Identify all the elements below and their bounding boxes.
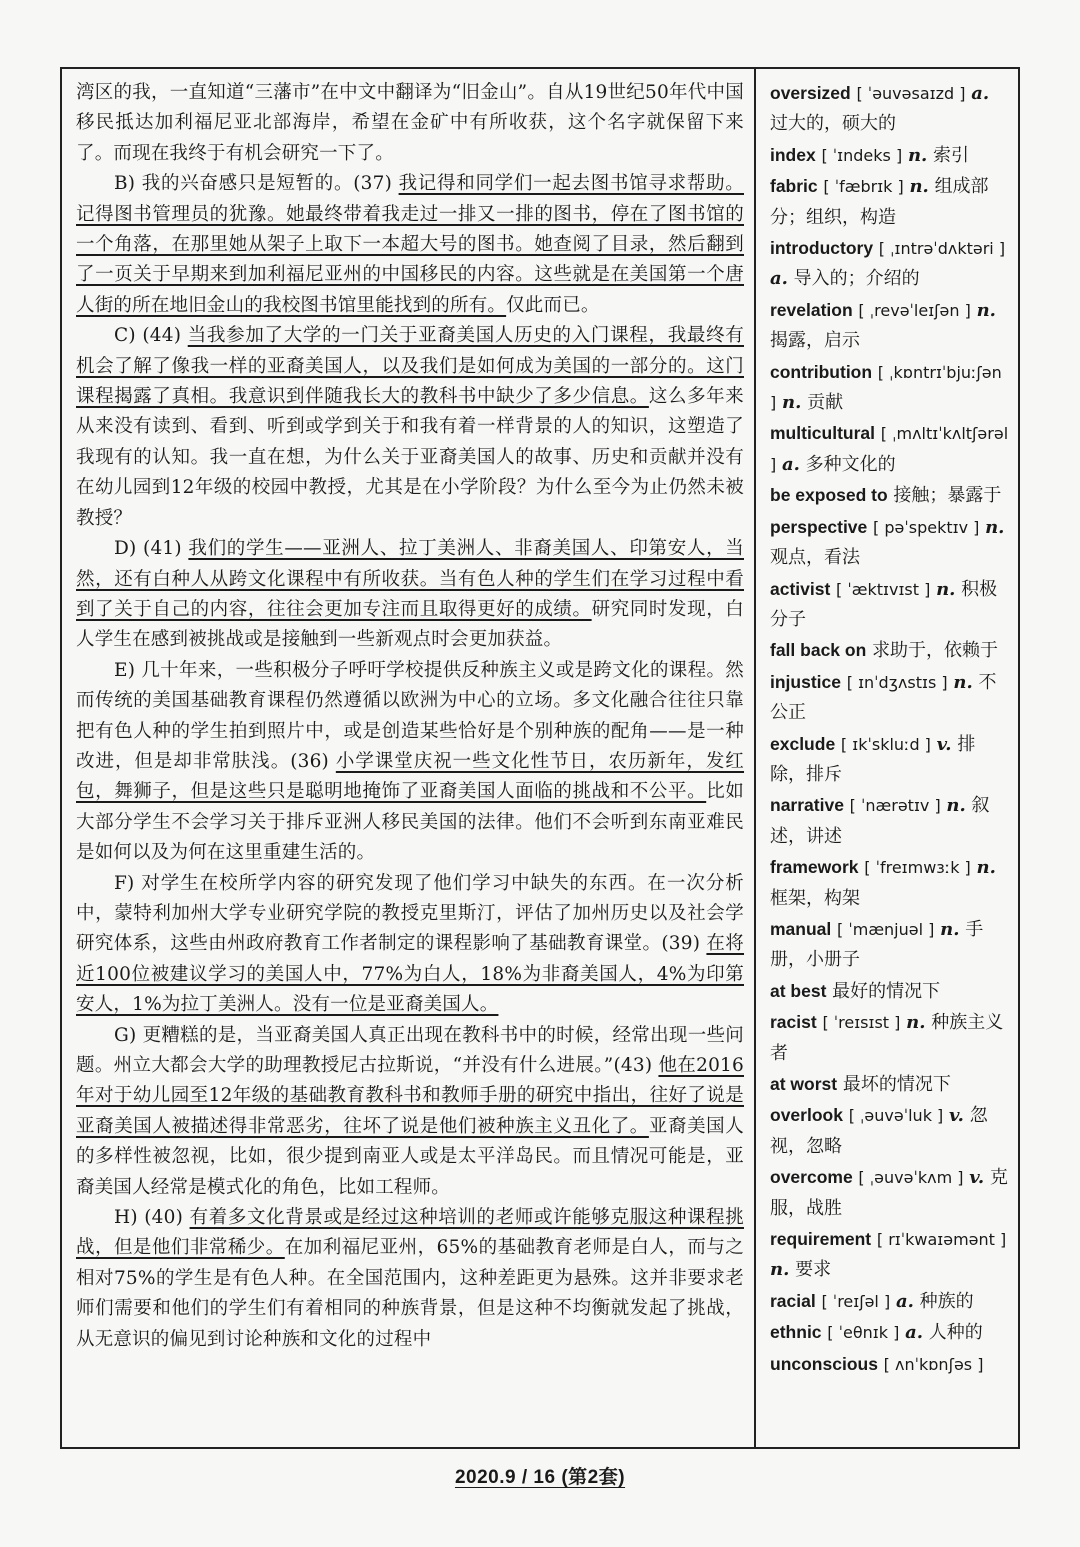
glossary-word: at worst: [770, 1074, 838, 1094]
glossary-pos: a.: [770, 268, 788, 290]
paragraph-text: 这么多年来从来没有读到、看到、听到或学到关于和我有着一样背景的人的知识，这塑造了我现有的认知。我一直在想，为什么关于亚裔美国人的故事、历史和贡献并没有在幼儿园到12年级的校园中教授，尤其是在小学阶段？为什么至今为止仍然未被教授？: [76, 386, 744, 529]
glossary-pos: v.: [936, 733, 952, 755]
glossary-phonetic: [ ˈmænjuəl ]: [837, 919, 935, 939]
glossary-word: requirement: [770, 1229, 872, 1250]
glossary-entry: [770, 574, 1010, 636]
glossary-word: revelation: [770, 299, 853, 320]
glossary-pos: n.: [936, 578, 956, 600]
glossary-word: oversized: [770, 83, 851, 103]
glossary-pos: n.: [946, 795, 966, 817]
glossary-word: perspective: [770, 516, 868, 537]
glossary-entry: [770, 233, 1010, 295]
glossary-phonetic: [ rɪˈkwaɪəmənt ]: [876, 1230, 1007, 1250]
paragraph-c: [76, 321, 744, 534]
glossary-entry: [770, 852, 1010, 914]
paragraph-text: F) 对学生在校所学内容的研究发现了他们学习中缺失的东西。在一次分析中，蒙特利加州大学专业研究学院的教授克里斯汀，评估了加州历史以及社会学研究体系，这些由州政府教育工作者制定的课程影响了基础教育课堂。(39): [76, 872, 744, 955]
glossary-phonetic: [ ˈeθnɪk ]: [827, 1323, 900, 1343]
underlined-sentence: 有着多文化背景或是经过这种培训的老师或许能够克服这种课程挑战，但是他们非常稀少。: [76, 1207, 744, 1259]
underlined-sentence: 他在2016年对于幼儿园至12年级的基础教育教科书和教师手册的研究中指出，往好了说是亚裔美国人被描述得非常恶劣，往坏了说是他们被种族主义丑化了。: [76, 1055, 744, 1137]
glossary-word: ethnic: [770, 1322, 822, 1343]
glossary-entry: [770, 1007, 1010, 1069]
glossary-word: fall back on: [770, 640, 867, 661]
glossary-phonetic: [ ˈreɪʃəl ]: [821, 1291, 891, 1311]
glossary-word: racist: [770, 1012, 817, 1033]
page-number: 2020.9 / 16 (第2套): [454, 1467, 626, 1488]
glossary-definition: 最坏的情况下: [842, 1074, 951, 1095]
glossary-entry: [770, 418, 1010, 480]
glossary-word: index: [770, 144, 816, 165]
glossary-word: exclude: [770, 733, 836, 754]
glossary-pos: n.: [781, 392, 802, 414]
glossary-definition: 过大的，硕大的: [770, 113, 896, 135]
glossary-entry: [770, 667, 1010, 729]
paragraph-h: [76, 1203, 744, 1355]
glossary-phonetic: [ ˈreɪsɪst ]: [822, 1013, 901, 1033]
paragraph-text: 湾区的我，一直知道“三藩市”在中文中翻译为“旧金山”。自从19世纪50年代中国移民抵达加利福尼亚北部海岸，希望在金矿中有所收获，这个名字就保留下来了。而现在我终于有机会研究一下了。: [76, 82, 744, 164]
glossary-pos: n.: [976, 857, 996, 879]
article-column: [62, 69, 756, 1447]
glossary-definition: 不公正: [770, 671, 997, 724]
paragraph-f: [76, 869, 744, 1021]
paragraph-intro: [76, 78, 744, 169]
glossary-word: framework: [770, 857, 859, 878]
glossary-definition: 求助于，依赖于: [872, 640, 999, 662]
glossary-definition: 手册，小册子: [770, 918, 984, 971]
underlined-sentence: 小学课堂庆祝一些文化性节日，农历新年，发红包，舞狮子，但是这些只是聪明地掩饰了亚裔美国人面临的挑战和不公平。: [76, 750, 745, 803]
glossary-pos: a.: [895, 1290, 914, 1312]
glossary-pos: n.: [985, 516, 1005, 538]
glossary-definition: 组成部分；组织，构造: [770, 176, 989, 228]
glossary-word: activist: [770, 578, 831, 599]
glossary-entry: [770, 1100, 1010, 1162]
underlined-sentence: 在将近100位被建议学习的美国人中，77%为白人，18%为非裔美国人，4%为印第安人，1%为拉丁美洲人。没有一位是亚裔美国人。: [76, 933, 745, 1016]
glossary-definition: 导入的；介绍的: [793, 268, 920, 290]
glossary-phonetic: [ ˌəuvəˈkʌm ]: [858, 1168, 964, 1188]
glossary-phonetic: [ ˌkɒntrɪˈbjuːʃən ]: [770, 362, 1002, 413]
paragraph-b: [76, 169, 744, 321]
paragraph-text: C) (44): [114, 325, 188, 347]
glossary-definition: 种族主义者: [770, 1012, 1004, 1064]
glossary-phonetic: [ ˈfæbrɪk ]: [823, 177, 904, 197]
glossary-pos: n.: [976, 299, 996, 321]
glossary-word: racial: [770, 1290, 816, 1311]
underlined-sentence: 当我参加了大学的一门关于亚裔美国人历史的入门课程，我最终有机会了解了像我一样的亚裔美国人，以及我们是如何成为美国的一部分的。这门课程揭露了真相。我意识到伴随我长大的教科书中缺少了多少信息。: [76, 325, 744, 408]
glossary-definition: 接触；暴露于: [893, 485, 1002, 507]
paragraph-text: H) (40): [114, 1207, 190, 1229]
glossary-definition: 人种的: [928, 1322, 983, 1344]
glossary-word: narrative: [770, 795, 844, 816]
glossary-phonetic: [ ˌɪntrəˈdʌktəri ]: [878, 239, 1006, 259]
glossary-phonetic: [ ˈæktɪvɪst ]: [836, 579, 931, 599]
glossary-column: [756, 69, 1018, 1447]
paragraph-text: D) (41): [114, 538, 189, 560]
glossary-definition: 排除，排斥: [770, 733, 976, 785]
paragraph-text: B) 我的兴奋感只是短暂的。(37): [114, 173, 399, 195]
glossary-word: introductory: [770, 238, 874, 259]
glossary-phonetic: [ pəˈspektɪv ]: [873, 517, 980, 537]
glossary-definition: 要求: [795, 1259, 832, 1281]
glossary-entry: [770, 171, 1010, 233]
underlined-sentence: 我们的学生——亚洲人、拉丁美洲人、非裔美国人、印第安人，当然，还有白种人从跨文化课程中有所收获。当有色人种的学生们在学习过程中看到了关于自己的内容，往往会更加专注而且取得更好的成绩。: [76, 538, 744, 620]
glossary-entry: [770, 976, 1010, 1007]
glossary-pos: a.: [781, 453, 800, 475]
glossary-word: manual: [770, 918, 832, 939]
glossary-pos: v.: [949, 1105, 964, 1127]
paragraph-e: [76, 656, 744, 869]
glossary-pos: v.: [969, 1167, 985, 1189]
glossary-definition: 索引: [933, 144, 970, 166]
glossary-pos: n.: [909, 176, 929, 198]
underlined-sentence: 我记得和同学们一起去图书馆寻求帮助。记得图书管理员的犹豫。她最终带着我走过一排又一排的图书，停在了图书馆的一个角落，在那里她从架子上取下一本超大号的图书。她查阅了目录，然后翻到了一页关于早期来到加利福尼亚州的中国移民的内容。这些就是在美国第一个唐人街的所在地旧金山的我校图书馆里能找到的所有。: [76, 173, 744, 316]
glossary-word: contribution: [770, 361, 873, 382]
glossary-pos: n.: [940, 918, 960, 940]
glossary-word: fabric: [770, 176, 818, 197]
glossary-entry: [770, 729, 1010, 791]
glossary-definition: 框架，构架: [770, 887, 860, 909]
paragraph-g: [76, 1021, 744, 1203]
glossary-entry: [770, 635, 1010, 666]
glossary-phonetic: [ ˈəuvəsaɪzd ]: [856, 84, 966, 103]
glossary-phonetic: [ ɪkˈskluːd ]: [840, 734, 931, 754]
glossary-phonetic: [ ˈnærətɪv ]: [849, 796, 941, 816]
page-frame: [60, 67, 1020, 1449]
glossary-entry: [770, 914, 1010, 976]
glossary-definition: 最好的情况下: [832, 980, 941, 1002]
glossary-pos: n.: [907, 144, 928, 166]
glossary-entry: [770, 357, 1010, 419]
glossary-word: unconscious: [770, 1353, 878, 1374]
glossary-entry: [770, 1349, 1010, 1380]
glossary-word: overlook: [770, 1105, 843, 1126]
paragraph-text: 研究同时发现，白人学生在感到被挑战或是接触到一些新观点时会更加获益。: [76, 598, 745, 651]
glossary-definition: 种族的: [919, 1290, 974, 1312]
paragraph-text: G) 更糟糕的是，当亚裔美国人真正出现在教科书中的时候，经常出现一些问题。州立大都会大学的助理教授尼古拉斯说，“并没有什么进展。”(43): [76, 1024, 744, 1076]
glossary-word: at best: [770, 980, 827, 1001]
glossary-entry: [770, 1224, 1010, 1286]
glossary-phonetic: [ ˈfreɪmwɜːk ]: [864, 858, 971, 878]
glossary-phonetic: [ ʌnˈkɒnʃəs ]: [883, 1354, 984, 1374]
paragraph-text: 亚裔美国人的多样性被忽视，比如，很少提到南亚人或是太平洋岛民。而且情况可能是，亚裔美国人经常是模式化的角色，比如工程师。: [76, 1115, 744, 1198]
paragraph-text: 比如大部分学生不会学习关于排斥亚洲人移民美国的法律。他们不会听到东南亚难民是如何以及为何在这里重建生活的。: [76, 781, 745, 864]
glossary-entry: [770, 1162, 1010, 1224]
glossary-definition: 积极分子: [770, 578, 998, 630]
glossary-entry: [770, 295, 1010, 357]
paragraph-d: [76, 534, 744, 656]
glossary-pos: n.: [906, 1012, 926, 1034]
glossary-phonetic: [ ɪnˈdʒʌstɪs ]: [846, 672, 948, 692]
glossary-definition: 贡献: [807, 392, 844, 414]
glossary-definition: 揭露，启示: [770, 330, 860, 352]
glossary-word: multicultural: [770, 423, 876, 444]
glossary-entry: [770, 140, 1010, 171]
glossary-entry: [770, 512, 1010, 574]
glossary-word: injustice: [770, 671, 841, 692]
paragraph-text: 仅此而已。: [506, 294, 600, 316]
glossary-entry: [770, 1286, 1010, 1317]
glossary-entry: [770, 1317, 1010, 1348]
glossary-pos: n.: [953, 671, 973, 693]
page-footer: [0, 1462, 1080, 1489]
glossary-entry: [770, 790, 1010, 852]
glossary-entry: [770, 1069, 1010, 1100]
paragraph-text: 在加利福尼亚州，65%的基础教育老师是白人，而与之相对75%的学生是有色人种。在全国范围内，这种差距更为悬殊。这并非要求老师们需要和他们的学生们有着相同的种族背景，但是这种不均衡就发起了挑战，从无意识的偏见到讨论种族和文化的过程中: [76, 1237, 745, 1350]
glossary-entry: [770, 480, 1010, 511]
glossary-definition: 多种文化的: [805, 453, 896, 475]
glossary-phonetic: [ ˈɪndeks ]: [821, 145, 903, 165]
glossary-pos: n.: [770, 1259, 790, 1281]
paragraph-text: E) 几十年来，一些积极分子呼吁学校提供反种族主义或是跨文化的课程。然而传统的美国基础教育课程仍然遵循以欧洲为中心的立场。多文化融合往往只靠把有色人种的学生拍到照片中，或是创造某些恰好是个别种族的配角——是一种改进，但是却非常肤浅。(36): [76, 659, 744, 772]
glossary-definition: 观点，看法: [770, 547, 860, 569]
glossary-word: be exposed to: [770, 485, 888, 506]
glossary-definition: 忽视，忽略: [770, 1105, 988, 1157]
glossary-pos: a.: [971, 83, 990, 104]
glossary-phonetic: [ ˌəuvəˈluk ]: [848, 1106, 944, 1126]
glossary-definition: 克服，战胜: [770, 1167, 1008, 1219]
glossary-phonetic: [ ˌmʌltɪˈkʌltʃərəl ]: [770, 424, 1009, 474]
glossary-word: overcome: [770, 1167, 853, 1188]
glossary-phonetic: [ ˌrevəˈleɪʃən ]: [858, 300, 971, 320]
glossary-pos: a.: [905, 1322, 923, 1344]
glossary-entry: [770, 78, 1010, 140]
glossary-definition: 叙述，讲述: [770, 795, 990, 847]
